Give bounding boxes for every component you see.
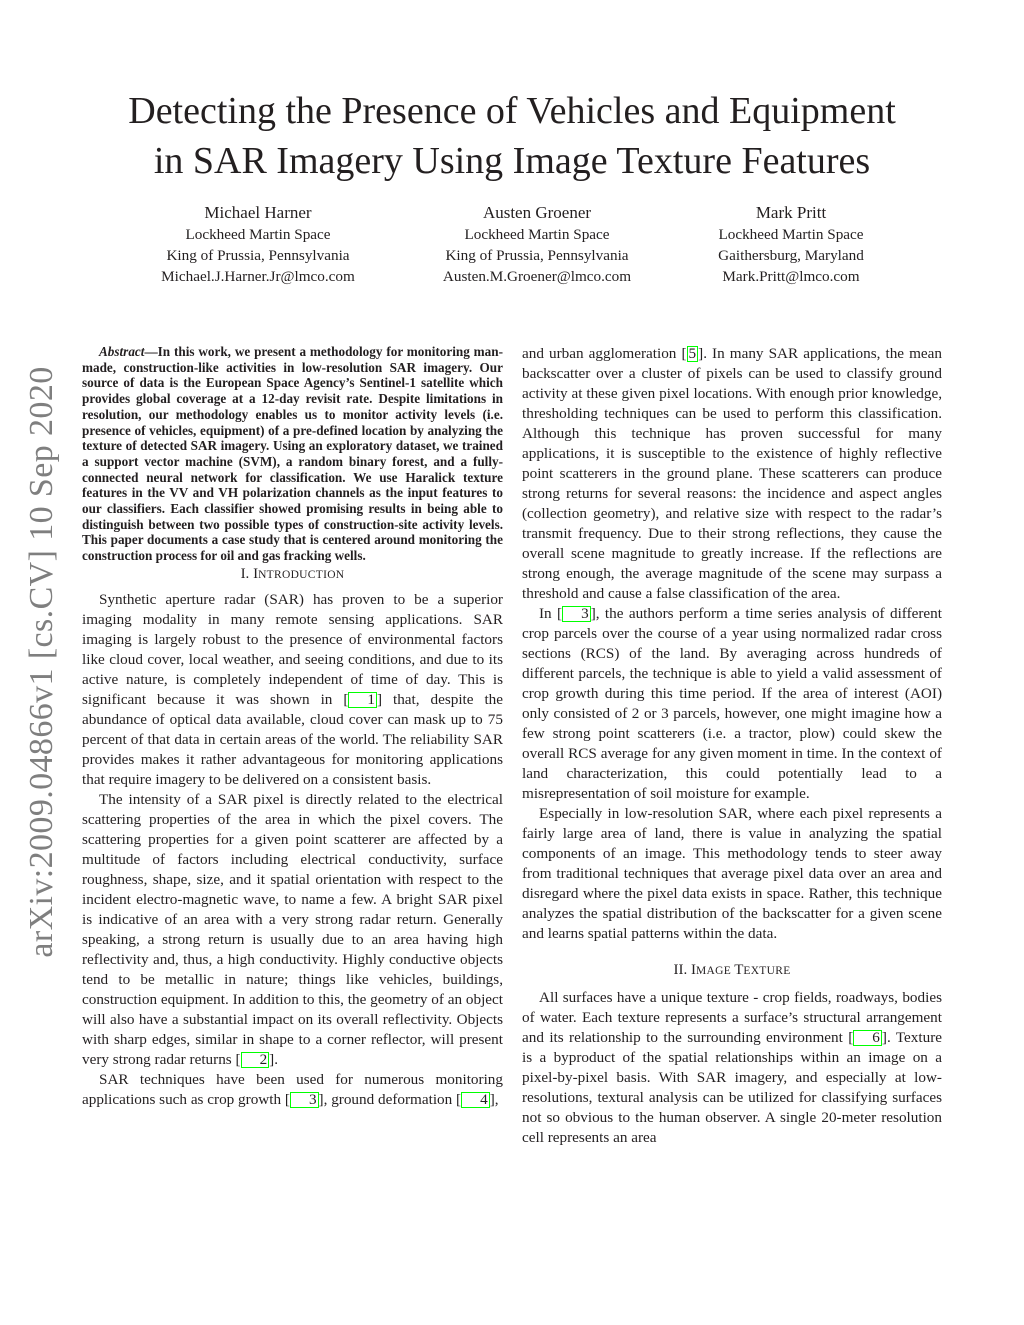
citation-link[interactable]: 6 xyxy=(853,1030,882,1046)
arxiv-identifier: arXiv:2009.04866v1 [cs.CV] 10 Sep 2020 xyxy=(23,366,60,958)
citation-link[interactable]: 3 xyxy=(290,1092,319,1108)
section-heading-image-texture: II. IMAGE TEXTURE xyxy=(673,962,791,978)
author-1 xyxy=(108,201,408,287)
citation-link[interactable]: 1 xyxy=(348,692,377,708)
citation-link[interactable]: 4 xyxy=(461,1092,490,1108)
intro-paragraph-3: SAR techniques have been used for numerous monitoring applications such as crop growth [ 3 ], ground deformation [ 4 ], xyxy=(82,1070,503,1108)
author-email: Michael.J.Harner.Jr@lmco.com xyxy=(161,268,355,285)
author-location: Gaithersburg, Maryland xyxy=(718,247,864,264)
citation-link[interactable]: 3 xyxy=(562,606,591,622)
title-line-2: in SAR Imagery Using Image Texture Features xyxy=(153,140,871,182)
author-email: Mark.Pritt@lmco.com xyxy=(722,268,860,285)
intro-paragraph-1: Synthetic aperture radar (SAR) has proven to be a superior imaging modality in many remote sensing applications. SAR imaging is largely robust to the presence of environmental factors like cloud cover, local weather, and seeing conditions, and due to its active nature, is completely independent of time of day. This is significant because it was shown in [ 1 ] that, despite the abundance of optical data available, cloud cover can mask up to 75 percent of that data in certain areas of the world. The reliability SAR provides makes it rather advantageous for monitoring applications that require imagery to be delivered on a consistent basis. xyxy=(82,590,503,788)
abstract-label: Abstract xyxy=(99,344,145,359)
left-column xyxy=(82,344,503,1110)
section-heading-introduction: I. INTRODUCTION xyxy=(240,565,345,582)
intro-paragraph-2: The intensity of a SAR pixel is directly related to the electrical scattering properties of the area in which the pixel covers. The scattering properties for a given point scatterer are affected by a multitude of factors including electrical conductivity, surface roughness, shape, size, and it spatial orientation with respect to the incident electro-magnetic wave, to name a few. A bright SAR pixel is indicative of an area with a very strong radar return. Generally speaking, a strong return is usually due to an area having high reflectivity and, thus, a high conductivity. Highly conductive objects tend to be metallic in nature; things like vehicles, buildings, construction equipment. In addition to this, the geometry of an object will also have a substantial impact on its overall reflectivity. Objects with sharp edges, similar in shape to a corner reflector, will present very strong radar returns [ 2 ]. xyxy=(82,790,503,1068)
citation-link[interactable]: 5 xyxy=(688,345,697,362)
right-column xyxy=(522,344,942,1148)
abstract xyxy=(82,344,503,564)
abstract-text: —In this work, we present a methodology for monitoring man-made, construction-like activities in low-resolution SAR imagery. Our source of data is the European Space Agency’s Sentinel-1 satellite which provides global coverage at a 12-day revisit rate. Despite limitations in resolution, our methodology enables us to monitor activity levels (i.e. presence of vehicles, equipment) of a pre-defined location by analyzing the texture of detected SAR imagery. Using an exploratory dataset, we trained a support vector machine (SVM), a random binary forest, and a fully-connected neural network for classification. We use Haralick texture features in the VV and VH polarization channels as the input features to our classifiers. Each classifier showed promising results in being able to distinguish between two possible types of construction-site activity levels. This paper documents a case study that is centered around monitoring the construction process for oil and gas fracking wells. xyxy=(82,344,503,564)
intro-paragraph-3-continued: and urban agglomeration [ 5 ]. In many SAR applications, the mean backscatter over a cluster of pixels can be used to classify ground activity at these given pixel locations. With enough prior knowledge, thresholding techniques can be used to perform this classification. Although this technique has proven successful for many applications, it is susceptible to the existence of highly reflective point scatterers in the ground plane. These scatterers can produce strong returns for several reasons: the incidence and aspect angles (collection geometry), and relative size with respect to the radar’s transmit frequency. Due to their strong reflections, they cause the overall scene magnitude to greatly increase. If the reflections are strong enough, the average magnitude of the scene may surpass a threshold and cause a false classification of the area. xyxy=(522,345,942,602)
author-email: Austen.M.Groener@lmco.com xyxy=(442,268,632,285)
intro-paragraph-5: Especially in low-resolution SAR, where each pixel represents a fairly large area of land, there is value in analyzing the spatial components of an image. This methodology tends to steer away from traditional techniques that average pixel data over an area and disregard where the pixel data exists in space. Rather, this technique analyzes the spatial distribution of the backscatter for a given scene and learns spatial patterns within the data. xyxy=(522,805,942,942)
author-org: Lockheed Martin Space xyxy=(185,226,331,243)
author-location: King of Prussia, Pennsylvania xyxy=(166,247,350,264)
texture-paragraph-1: All surfaces have a unique texture - crop fields, roadways, bodies of water. Each texture represents a surface’s structural arrangement and its relationship to the surrounding environment [ 6 ]. Texture is a byproduct of the spatial relationships within an image on a pixel-by-pixel basis. With SAR imagery, and especially at low-resolutions, textural analysis can be utilized for classifying surfaces not so obvious to the human observer. A single 20-meter resolution cell represents an area xyxy=(522,989,943,1146)
title-line-1: Detecting the Presence of Vehicles and Equipment xyxy=(128,90,896,132)
author-3 xyxy=(641,201,941,287)
author-org: Lockheed Martin Space xyxy=(464,226,610,243)
author-name: Mark Pritt xyxy=(755,203,827,222)
author-name: Michael Harner xyxy=(204,203,312,222)
author-org: Lockheed Martin Space xyxy=(718,226,864,243)
citation-link[interactable]: 2 xyxy=(241,1052,270,1068)
paper-title xyxy=(60,86,964,186)
author-name: Austen Groener xyxy=(482,203,592,222)
author-location: King of Prussia, Pennsylvania xyxy=(445,247,629,264)
intro-paragraph-4: In [ 3 ], the authors perform a time series analysis of different crop parcels over the course of a year using normalized radar cross sections (RCS) of the land. By averaging across hundreds of different parcels, the technique is able to yield a valid assessment of crop growth during this time period. If the area of interest (AOI) only consisted of 2 or 3 parcels, however, one might imagine how a few strong point scatterers (i.e. a tractor, plow) could skew the overall RCS average for any given moment in time. In the context of land characterization, this could potentially lead to a misrepresentation of soil moisture for example. xyxy=(522,605,942,802)
